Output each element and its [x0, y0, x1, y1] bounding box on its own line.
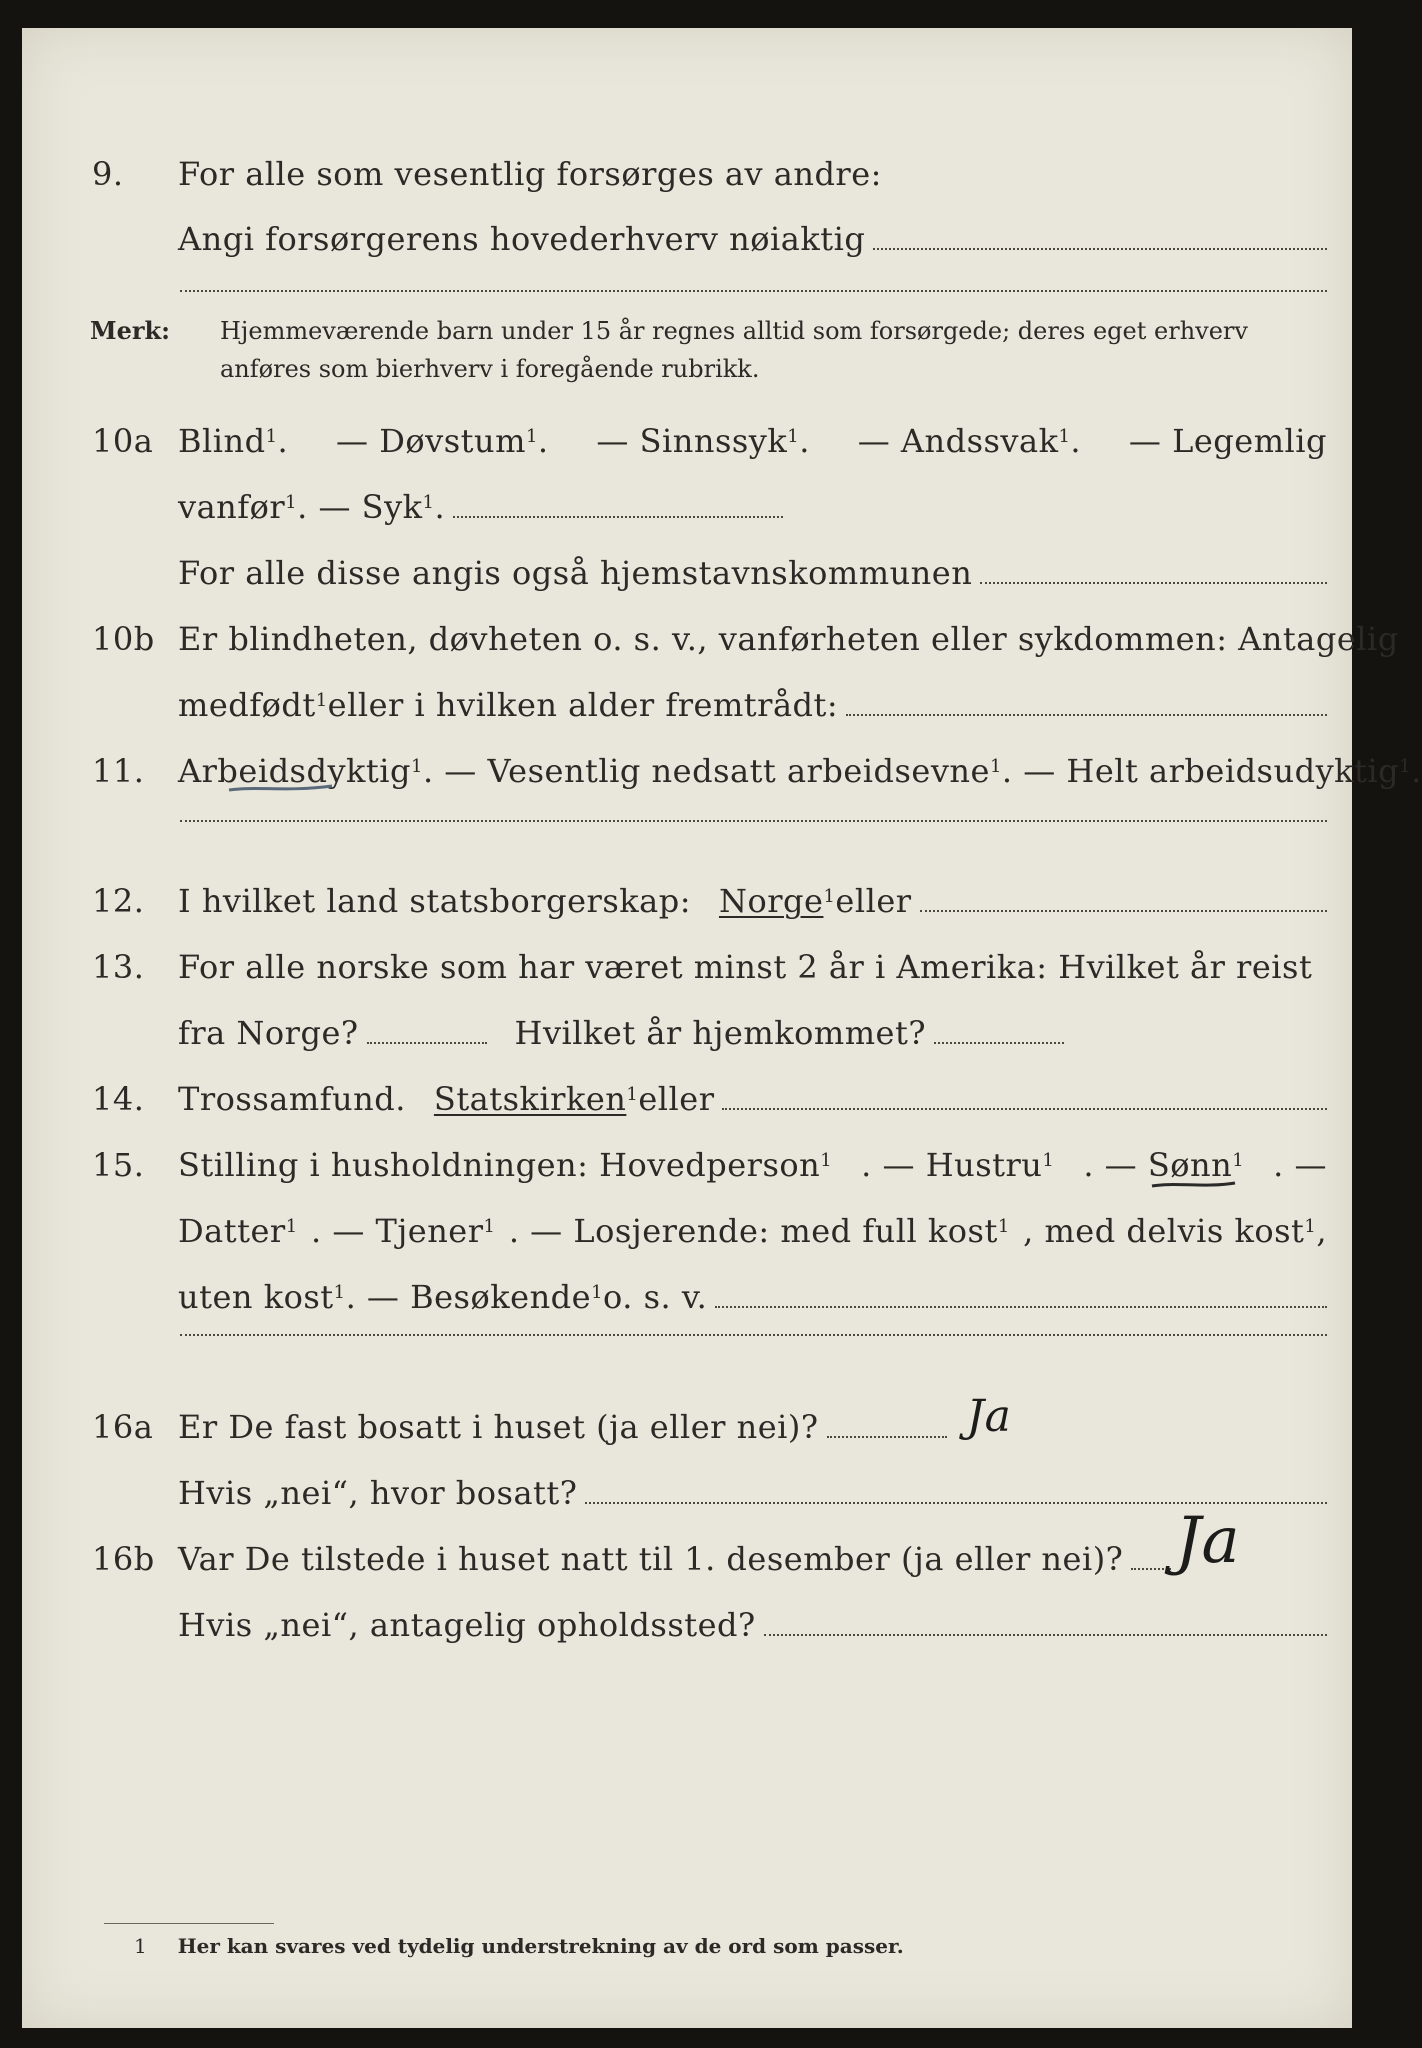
q10b-number: 10b	[92, 620, 155, 658]
q15-line3	[22, 1256, 1352, 1316]
q14-question: Trossamfund.	[178, 1080, 406, 1118]
q16a-handwritten-answer: Ja	[966, 1391, 1012, 1442]
option-legemlig[interactable]: — Legemlig	[1128, 422, 1327, 460]
q13-number: 13.	[92, 948, 145, 986]
q16b-answer-line[interactable]	[1131, 1568, 1171, 1570]
q9-extra-answer-line[interactable]	[180, 290, 1327, 292]
q10b-age-label: eller i hvilken alder fremtrådt:	[327, 686, 839, 724]
q13-question: For alle norske som har været minst 2 år i Amerika: Hvilket år reist	[178, 948, 1313, 986]
option-sinnssyk[interactable]: — Sinnssyk$^1$.	[596, 422, 810, 460]
q11-line	[22, 730, 1422, 790]
q12-number: 12.	[92, 882, 145, 920]
q13-year-returned-line[interactable]	[934, 1042, 1064, 1044]
option-arbeidsdyktig[interactable]: Arbeidsdyktig$^1$	[178, 752, 423, 790]
q14-eller: eller	[638, 1080, 715, 1118]
q12-eller: eller	[835, 882, 912, 920]
q12-question: I hvilket land statsborgerskap:	[178, 882, 691, 920]
q10b-line2	[22, 664, 1352, 724]
q13-year-left-line[interactable]	[367, 1042, 487, 1044]
q15-dash: . —	[1273, 1146, 1327, 1184]
q16a-question: Er De fast bosatt i huset (ja eller nei)?	[178, 1408, 819, 1446]
q13-line1	[22, 926, 1352, 986]
merk-text-line2: anføres som bierhverv i foregående rubrikk.	[220, 355, 760, 383]
q10a-line3	[22, 532, 1352, 592]
option-norge[interactable]: Norge$^1$	[718, 882, 836, 920]
q11-underline-mark	[227, 780, 337, 796]
option-blind[interactable]: Blind$^1$.	[178, 422, 289, 460]
q13-returned-label: Hvilket år hjemkommet?	[514, 1014, 926, 1052]
footnote-text: Her kan svares ved tydelig understrekning av de ord som passer.	[177, 1934, 904, 1958]
option-dovstum[interactable]: — Døvstum$^1$.	[336, 422, 549, 460]
q11-extra-answer-line[interactable]	[180, 820, 1327, 822]
q13-left-norway-label: fra Norge?	[178, 1014, 359, 1052]
q9-number: 9.	[92, 155, 124, 193]
q9-provider-occupation-label: Angi forsørgerens hovederhverv nøiaktig	[178, 220, 866, 258]
option-datter[interactable]: Datter$^1$	[178, 1212, 298, 1250]
q10a-municipality-line[interactable]	[980, 582, 1327, 584]
option-arbeidsudyktig[interactable]: . — Helt arbeidsudyktig$^1$.	[1001, 752, 1422, 790]
footnote-mark: 1	[134, 1934, 147, 1958]
q16b-number: 16b	[92, 1540, 155, 1578]
option-tjener[interactable]: . — Tjener$^1$	[310, 1212, 496, 1250]
q10a-answer-line[interactable]	[453, 516, 783, 518]
q16b-line1	[22, 1504, 1352, 1578]
q16a-number: 16a	[92, 1408, 154, 1446]
q16a-line1	[22, 1386, 1352, 1446]
q10a-home-municipality-label: For alle disse angis også hjemstavnskommunen	[178, 554, 973, 592]
q14-number: 14.	[92, 1080, 145, 1118]
q16a-answer-line[interactable]	[827, 1436, 947, 1438]
q10b-answer-line[interactable]	[846, 714, 1327, 716]
q16b-question: Var De tilstede i huset natt til 1. desember (ja eller nei)?	[178, 1540, 1124, 1578]
q15-answer-line[interactable]	[715, 1306, 1327, 1308]
q16b-location-line[interactable]	[764, 1634, 1327, 1636]
q13-line2	[22, 992, 1352, 1052]
q9-line1	[22, 133, 1352, 193]
q16a-line2	[22, 1452, 1352, 1512]
q9-line2	[22, 198, 1352, 258]
census-form-page	[22, 28, 1422, 2028]
q16b-handwritten-answer: Ja	[1175, 1504, 1241, 1578]
q15-line1	[22, 1124, 1352, 1184]
q10b-question: Er blindheten, døvheten o. s. v., vanførheten eller sykdommen: Antagelig	[178, 620, 1399, 658]
q9-answer-line[interactable]	[873, 248, 1327, 250]
q10a-line2	[22, 466, 1352, 526]
footnote	[134, 1934, 904, 1958]
q10a-line1	[22, 400, 1352, 460]
q15-extra-answer-line[interactable]	[180, 1334, 1327, 1336]
q15-line2	[22, 1190, 1352, 1250]
merk-label: Merk:	[90, 316, 170, 345]
q11-number: 11.	[92, 752, 145, 790]
q15-osv: o. s. v.	[603, 1278, 708, 1316]
q10a-number: 10a	[92, 422, 154, 460]
option-uten-kost[interactable]: uten kost$^1$	[178, 1278, 346, 1316]
q9-question: For alle som vesentlig forsørges av andre:	[178, 155, 882, 193]
option-delvis-kost[interactable]: , med delvis kost$^1$,	[1023, 1212, 1327, 1250]
option-hustru[interactable]: . — Hustru$^1$	[861, 1146, 1055, 1184]
q12-answer-line[interactable]	[920, 910, 1327, 912]
q14-answer-line[interactable]	[722, 1108, 1327, 1110]
option-sonn[interactable]: . — Sønn$^1$	[1083, 1146, 1245, 1184]
q12-line	[22, 860, 1352, 920]
merk-text-line1: Hjemmeværende barn under 15 år regnes alltid som forsørgede; deres eget erhverv	[220, 317, 1248, 345]
option-andssvak[interactable]: — Andssvak$^1$.	[857, 422, 1082, 460]
option-syk[interactable]: — Syk$^1$.	[318, 488, 446, 526]
option-medfodt[interactable]: medfødt$^1$	[178, 686, 328, 724]
q16b-location-label: Hvis „nei“, antagelig opholdssted?	[178, 1606, 756, 1644]
footnote-rule	[104, 1923, 274, 1924]
option-full-kost[interactable]: . — Losjerende: med full kost$^1$	[508, 1212, 1010, 1250]
option-nedsatt-arbeidsevne[interactable]: . — Vesentlig nedsatt arbeidsevne$^1$	[422, 752, 1002, 790]
q15-number: 15.	[92, 1146, 145, 1184]
q10b-line1	[22, 598, 1399, 658]
option-besokende[interactable]: . — Besøkende$^1$	[345, 1278, 604, 1316]
option-vanfor[interactable]: vanfør$^1$.	[178, 488, 308, 526]
option-statskirken[interactable]: Statskirken$^1$	[433, 1080, 639, 1118]
option-hovedperson[interactable]: Stilling i husholdningen: Hovedperson$^1$	[178, 1146, 833, 1184]
q16b-line2	[22, 1584, 1352, 1644]
q16a-residence-label: Hvis „nei“, hvor bosatt?	[178, 1474, 578, 1512]
q14-line	[22, 1058, 1352, 1118]
